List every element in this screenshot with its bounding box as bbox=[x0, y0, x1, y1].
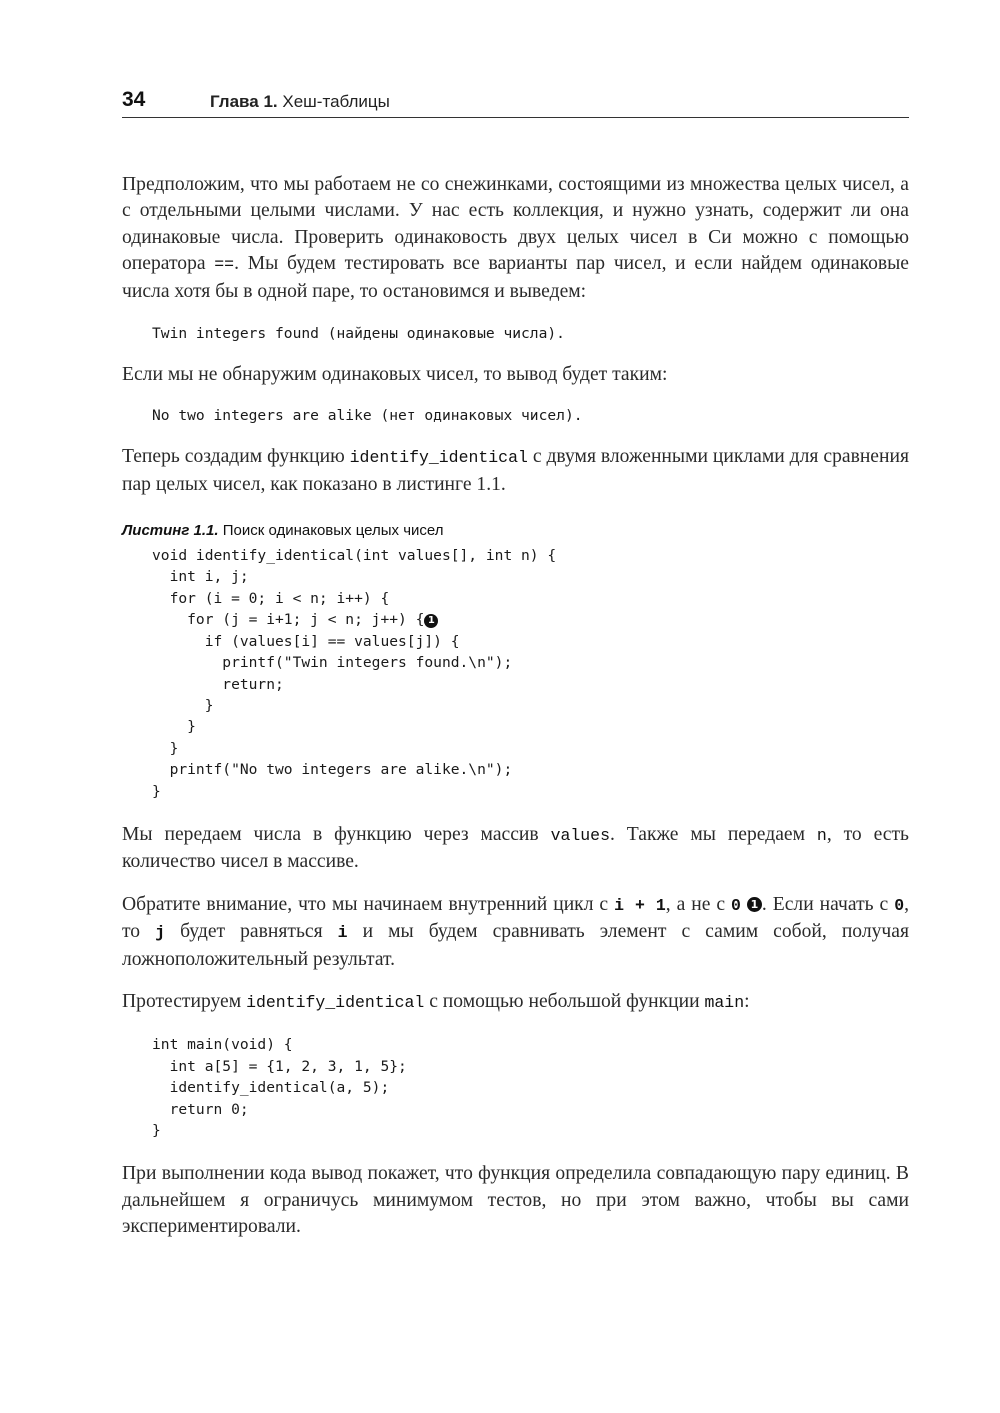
inline-code: i + 1 bbox=[614, 895, 666, 915]
inline-code: values bbox=[550, 825, 610, 845]
inline-code: identify_identical bbox=[246, 992, 425, 1012]
page-body bbox=[122, 172, 909, 1241]
paragraph-text: Мы передаем числа в функцию через массив bbox=[122, 823, 551, 845]
code-line: int a[5] = {1, 2, 3, 1, 5}; bbox=[152, 1057, 407, 1075]
code-line: printf("Twin integers found.\n"); bbox=[152, 654, 513, 672]
paragraph-create-function bbox=[122, 444, 909, 498]
code-line: for (j = i+1; j < n; j++) { bbox=[152, 611, 425, 629]
paragraph-text: . Также мы передаем bbox=[609, 823, 817, 845]
main-code bbox=[122, 1034, 909, 1141]
paragraph-test bbox=[122, 989, 909, 1016]
page-number: 34 bbox=[122, 88, 146, 111]
code-line: for (i = 0; i < n; i++) { bbox=[152, 589, 390, 607]
chapter-name: Хеш-таблицы bbox=[282, 92, 390, 111]
listing-code bbox=[122, 545, 909, 802]
output-example-none: No two integers are alike (нет одинаковых чисел). bbox=[152, 406, 583, 424]
code-line: } bbox=[152, 1122, 161, 1139]
paragraph-text: Предположим, что мы работаем не со снежинками, состоящими из множества целых чисел, а с отдельными целыми числами. У нас есть коллекция, и нужно узнать, содержит ли она одинаковые числа. Проверить одинаковость двух целых чисел в Си можно с помощью оператора bbox=[122, 174, 909, 275]
code-line: if (values[i] == values[j]) { bbox=[152, 632, 460, 650]
listing-caption bbox=[122, 522, 909, 539]
paragraph-text: Теперь создадим функцию bbox=[122, 446, 350, 468]
code-line: identify_identical(a, 5); bbox=[152, 1079, 390, 1097]
chapter-title bbox=[210, 92, 390, 112]
running-header bbox=[122, 84, 909, 118]
paragraph-text: будет равняться bbox=[165, 921, 338, 943]
code-line: } bbox=[152, 739, 179, 757]
paragraph-conclusion: При выполнении кода вывод покажет, что функция определила совпадающую пару единиц. В дальнейшем я ограничусь минимумом тестов, но при этом важно, чтобы вы сами экспериментировали. bbox=[122, 1163, 909, 1238]
listing-label: Листинг 1.1. bbox=[122, 522, 219, 540]
inline-code: n bbox=[816, 825, 827, 845]
paragraph-text: : bbox=[744, 990, 750, 1012]
paragraph-text: с двумя вложенными циклами для сравнения пар целых чисел, как показано в листинге 1.1. bbox=[122, 446, 909, 495]
inline-code: main bbox=[704, 992, 745, 1012]
paragraph-text: . Мы будем тестировать все варианты пар чисел, и если найдем одинаковые числа хотя бы в одной паре, то остановимся и выведем: bbox=[122, 253, 909, 302]
paragraph-text: , то есть количество чисел в массиве. bbox=[122, 823, 909, 873]
paragraph-values bbox=[122, 822, 909, 876]
paragraph-text: и мы будем сравнивать элемент с самим собой, получая ложноположительный результат. bbox=[122, 921, 909, 970]
paragraph-text: с помощью небольшой функции bbox=[424, 990, 705, 1012]
paragraph-text: , а не с bbox=[665, 893, 732, 915]
inline-code: 0 bbox=[894, 895, 905, 915]
paragraph-text: Обратите внимание, что мы начинаем внутренний цикл с bbox=[122, 893, 615, 915]
paragraph-intro bbox=[122, 172, 909, 305]
inline-code: identify_identical bbox=[349, 448, 528, 468]
inline-code: i bbox=[337, 923, 348, 943]
chapter-label: Глава 1. bbox=[210, 92, 278, 111]
paragraph-no-twins: Если мы не обнаружим одинаковых чисел, то вывод будет таким: bbox=[122, 364, 668, 386]
code-line: void identify_identical(int values[], int n) { bbox=[152, 547, 557, 565]
code-line: return; bbox=[152, 675, 284, 693]
code-line: return 0; bbox=[152, 1100, 249, 1118]
code-line: } bbox=[152, 782, 161, 800]
code-line: printf("No two integers are alike.\n"); bbox=[152, 761, 513, 779]
callout-marker: 1 bbox=[424, 614, 438, 628]
code-line: } bbox=[152, 718, 196, 736]
output-example-found: Twin integers found (найдены одинаковые числа). bbox=[152, 325, 565, 343]
paragraph-text: . Если начать с bbox=[761, 893, 895, 915]
listing-title: Поиск одинаковых целых чисел bbox=[222, 522, 444, 540]
inline-code: j bbox=[155, 923, 166, 943]
paragraph-text: Протестируем bbox=[122, 990, 247, 1012]
paragraph-inner-loop bbox=[122, 892, 909, 973]
inline-code: 0 bbox=[731, 895, 741, 915]
code-line: int main(void) { bbox=[152, 1036, 293, 1054]
paragraph-text: , то bbox=[122, 893, 910, 943]
code-line: } bbox=[152, 696, 214, 714]
code-line: int i, j; bbox=[152, 568, 249, 586]
inline-code: == bbox=[214, 255, 235, 275]
callout-marker: 1 bbox=[747, 897, 762, 912]
